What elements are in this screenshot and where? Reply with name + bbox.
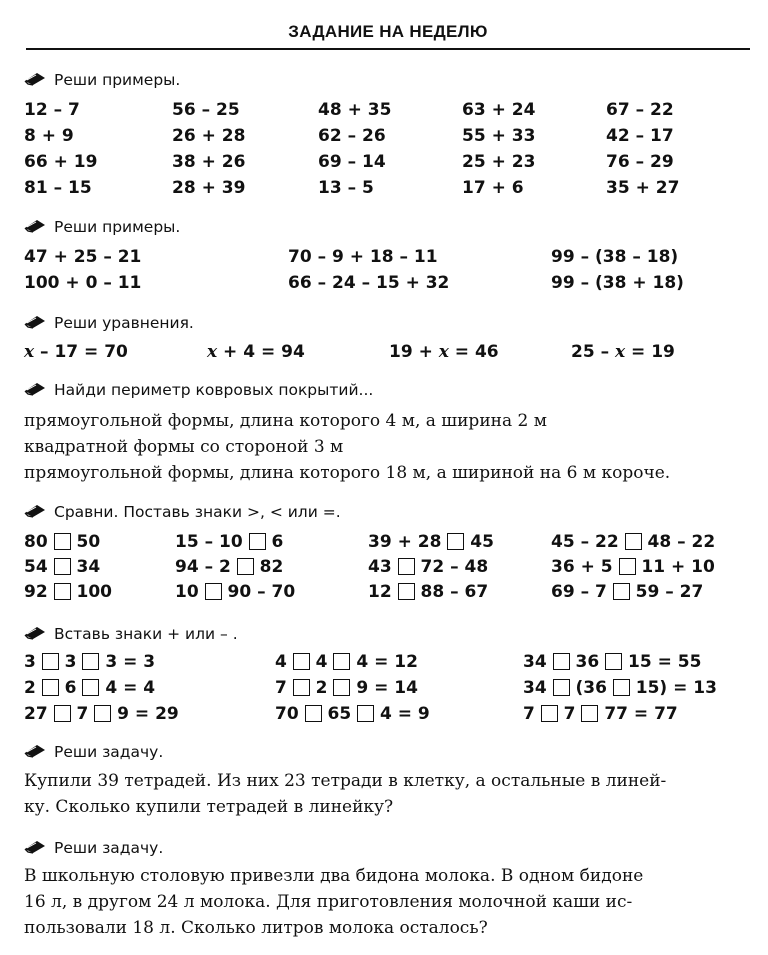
answer-box[interactable] — [94, 705, 111, 722]
example: 99 – (38 – 18) — [551, 247, 679, 267]
example: 81 – 15 — [24, 178, 92, 198]
task-line: Купили 39 тетрадей. Из них 23 тетради в клетку, а остальные в линей- — [24, 771, 667, 791]
compare-right: 34 — [70, 557, 101, 577]
answer-box[interactable] — [541, 705, 558, 722]
example: 28 + 39 — [172, 178, 246, 198]
sign-operand: 7 — [70, 704, 95, 724]
compare-item — [551, 530, 715, 554]
compare-left: 94 – 2 — [175, 557, 237, 577]
sign-operand: 65 — [321, 704, 358, 724]
answer-box[interactable] — [613, 679, 630, 696]
compare-item — [24, 555, 100, 579]
answer-box[interactable] — [333, 679, 350, 696]
example: 69 – 14 — [318, 152, 386, 172]
example: 17 + 6 — [462, 178, 524, 198]
sign-item — [275, 650, 418, 674]
compare-right: 6 — [265, 532, 284, 552]
compare-right: 50 — [70, 532, 101, 552]
compare-left: 43 — [368, 557, 398, 577]
example: 66 – 24 – 15 + 32 — [288, 273, 450, 293]
sign-operand: 4 — [275, 652, 293, 672]
example: 12 – 7 — [24, 100, 80, 120]
section-header — [24, 740, 163, 764]
sign-operand: 3 — [24, 652, 42, 672]
equation — [571, 340, 675, 364]
equation-part: = 19 — [625, 342, 675, 362]
section-header-label: Реши задачу. — [54, 743, 164, 761]
sign-operand: 4 — [309, 652, 334, 672]
sign-operand: 4 = 9 — [374, 704, 430, 724]
compare-right: 59 – 27 — [629, 582, 704, 602]
equation — [207, 340, 305, 364]
pencil-icon — [24, 312, 46, 326]
section-header-label: Найди периметр ковровых покрытий... — [54, 381, 374, 399]
pencil-icon — [24, 741, 46, 755]
equation-part: + 4 = 94 — [217, 342, 305, 362]
task-line: квадратной формы со стороной 3 м — [24, 437, 344, 457]
compare-item — [175, 555, 283, 579]
sign-operand: 9 = 29 — [111, 704, 179, 724]
sign-item — [523, 650, 701, 674]
sign-operand: 27 — [24, 704, 54, 724]
example: 8 + 9 — [24, 126, 74, 146]
example: 38 + 26 — [172, 152, 246, 172]
section-header — [24, 836, 163, 860]
sign-operand: 2 — [309, 678, 334, 698]
compare-item — [24, 580, 112, 604]
sign-operand: 15) = 13 — [629, 678, 717, 698]
example: 100 + 0 – 11 — [24, 273, 142, 293]
example: 13 – 5 — [318, 178, 374, 198]
answer-box[interactable] — [42, 679, 59, 696]
sign-item — [24, 650, 155, 674]
compare-left: 54 — [24, 557, 54, 577]
pencil-icon — [24, 69, 46, 83]
sign-item — [24, 702, 179, 726]
task-line: ку. Сколько купили тетрадей в линейку? — [24, 797, 394, 817]
equation-part: 19 + — [389, 342, 439, 362]
equation-variable: x — [438, 342, 449, 362]
sign-operand: 70 — [275, 704, 305, 724]
section-header — [24, 378, 373, 402]
answer-box[interactable] — [398, 583, 415, 600]
task-line: прямоугольной формы, длина которого 18 м, а шириной на 6 м короче. — [24, 463, 671, 483]
pencil-icon — [24, 623, 46, 637]
compare-right: 45 — [464, 532, 494, 552]
answer-box[interactable] — [553, 653, 570, 670]
sign-operand: 7 — [275, 678, 293, 698]
answer-box[interactable] — [581, 705, 598, 722]
compare-left: 45 – 22 — [551, 532, 625, 552]
equation-part: = 46 — [448, 342, 499, 362]
compare-left: 80 — [24, 532, 54, 552]
equation — [24, 340, 128, 364]
section-header — [24, 500, 341, 524]
section-header-label: Реши примеры. — [54, 71, 181, 89]
example: 67 – 22 — [606, 100, 674, 120]
answer-box[interactable] — [42, 653, 59, 670]
sign-operand: 4 = 4 — [99, 678, 156, 698]
section-header — [24, 215, 180, 239]
task-line: 16 л, в другом 24 л молока. Для приготовления молочной каши ис- — [24, 892, 633, 912]
equation-variable: x — [24, 342, 35, 362]
example: 26 + 28 — [172, 126, 246, 146]
compare-item — [551, 555, 715, 579]
compare-left: 15 – 10 — [175, 532, 249, 552]
section-header-label: Сравни. Поставь знаки >, < или =. — [54, 503, 341, 521]
compare-left: 12 — [368, 582, 398, 602]
example: 66 + 19 — [24, 152, 98, 172]
example: 62 – 26 — [318, 126, 386, 146]
sign-item — [523, 676, 717, 700]
compare-item — [175, 580, 295, 604]
answer-box[interactable] — [553, 679, 570, 696]
example: 47 + 25 – 21 — [24, 247, 142, 267]
answer-box[interactable] — [305, 705, 322, 722]
compare-right: 48 – 22 — [641, 532, 716, 552]
sign-operand: 77 = 77 — [598, 704, 678, 724]
sign-operand: 2 — [24, 678, 42, 698]
sign-operand: 34 — [523, 678, 553, 698]
example: 25 + 23 — [462, 152, 536, 172]
answer-box[interactable] — [82, 679, 99, 696]
compare-item — [368, 530, 494, 554]
sign-item — [275, 676, 418, 700]
example: 63 + 24 — [462, 100, 536, 120]
compare-right: 72 – 48 — [414, 557, 489, 577]
section-header-label: Вставь знаки + или – . — [54, 625, 238, 643]
example: 56 – 25 — [172, 100, 240, 120]
pencil-icon — [24, 379, 46, 393]
compare-right: 11 + 10 — [635, 557, 715, 577]
answer-box[interactable] — [447, 533, 464, 550]
sign-operand: 9 = 14 — [350, 678, 418, 698]
compare-left: 69 – 7 — [551, 582, 613, 602]
answer-box[interactable] — [54, 533, 71, 550]
page-title: ЗАДАНИЕ НА НЕДЕЛЮ — [26, 18, 750, 50]
answer-box[interactable] — [293, 653, 310, 670]
answer-box[interactable] — [333, 653, 350, 670]
task-line: прямоугольной формы, длина которого 4 м, а ширина 2 м — [24, 411, 547, 431]
sign-operand: 4 = 12 — [350, 652, 418, 672]
example: 48 + 35 — [318, 100, 392, 120]
answer-box[interactable] — [619, 558, 636, 575]
compare-left: 92 — [24, 582, 54, 602]
answer-box[interactable] — [398, 558, 415, 575]
answer-box[interactable] — [249, 533, 266, 550]
sign-operand: 34 — [523, 652, 553, 672]
compare-item — [24, 530, 100, 554]
compare-item — [368, 580, 488, 604]
sign-operand: 6 — [58, 678, 83, 698]
section-header — [24, 622, 238, 646]
sign-operand: 7 — [557, 704, 582, 724]
pencil-icon — [24, 837, 46, 851]
compare-right: 90 – 70 — [221, 582, 296, 602]
sign-operand: 3 = 3 — [99, 652, 156, 672]
answer-box[interactable] — [237, 558, 254, 575]
example: 76 – 29 — [606, 152, 674, 172]
equation-part: 25 – — [571, 342, 615, 362]
section-header-label: Реши задачу. — [54, 839, 164, 857]
answer-box[interactable] — [293, 679, 310, 696]
sign-item — [24, 676, 155, 700]
pencil-icon — [24, 501, 46, 515]
section-header — [24, 311, 194, 335]
section-header-label: Реши примеры. — [54, 218, 181, 236]
section-header-label: Реши уравнения. — [54, 314, 194, 332]
sign-operand: 15 = 55 — [622, 652, 702, 672]
compare-item — [551, 580, 703, 604]
answer-box[interactable] — [605, 653, 622, 670]
sign-operand: (36 — [569, 678, 613, 698]
example: 35 + 27 — [606, 178, 680, 198]
task-line: В школьную столовую привезли два бидона молока. В одном бидоне — [24, 866, 644, 886]
compare-right: 88 – 67 — [414, 582, 489, 602]
equation-part: – 17 = 70 — [34, 342, 128, 362]
answer-box[interactable] — [613, 583, 630, 600]
sign-item — [275, 702, 430, 726]
compare-right: 100 — [70, 582, 112, 602]
sign-item — [523, 702, 678, 726]
equation-variable: x — [615, 342, 626, 362]
answer-box[interactable] — [357, 705, 374, 722]
compare-left: 39 + 28 — [368, 532, 448, 552]
answer-box[interactable] — [205, 583, 222, 600]
answer-box[interactable] — [54, 558, 71, 575]
task-line: пользовали 18 л. Сколько литров молока осталось? — [24, 918, 488, 938]
section-header — [24, 68, 180, 92]
example: 99 – (38 + 18) — [551, 273, 684, 293]
answer-box[interactable] — [54, 583, 71, 600]
compare-left: 10 — [175, 582, 205, 602]
compare-item — [368, 555, 488, 579]
sign-operand: 36 — [569, 652, 606, 672]
example: 70 – 9 + 18 – 11 — [288, 247, 438, 267]
compare-item — [175, 530, 283, 554]
equation — [389, 340, 499, 364]
answer-box[interactable] — [625, 533, 642, 550]
example: 55 + 33 — [462, 126, 536, 146]
sign-operand: 7 — [523, 704, 541, 724]
answer-box[interactable] — [54, 705, 71, 722]
example: 42 – 17 — [606, 126, 674, 146]
pencil-icon — [24, 216, 46, 230]
compare-right: 82 — [253, 557, 284, 577]
answer-box[interactable] — [82, 653, 99, 670]
equation-variable: x — [207, 342, 218, 362]
compare-left: 36 + 5 — [551, 557, 619, 577]
sign-operand: 3 — [58, 652, 83, 672]
